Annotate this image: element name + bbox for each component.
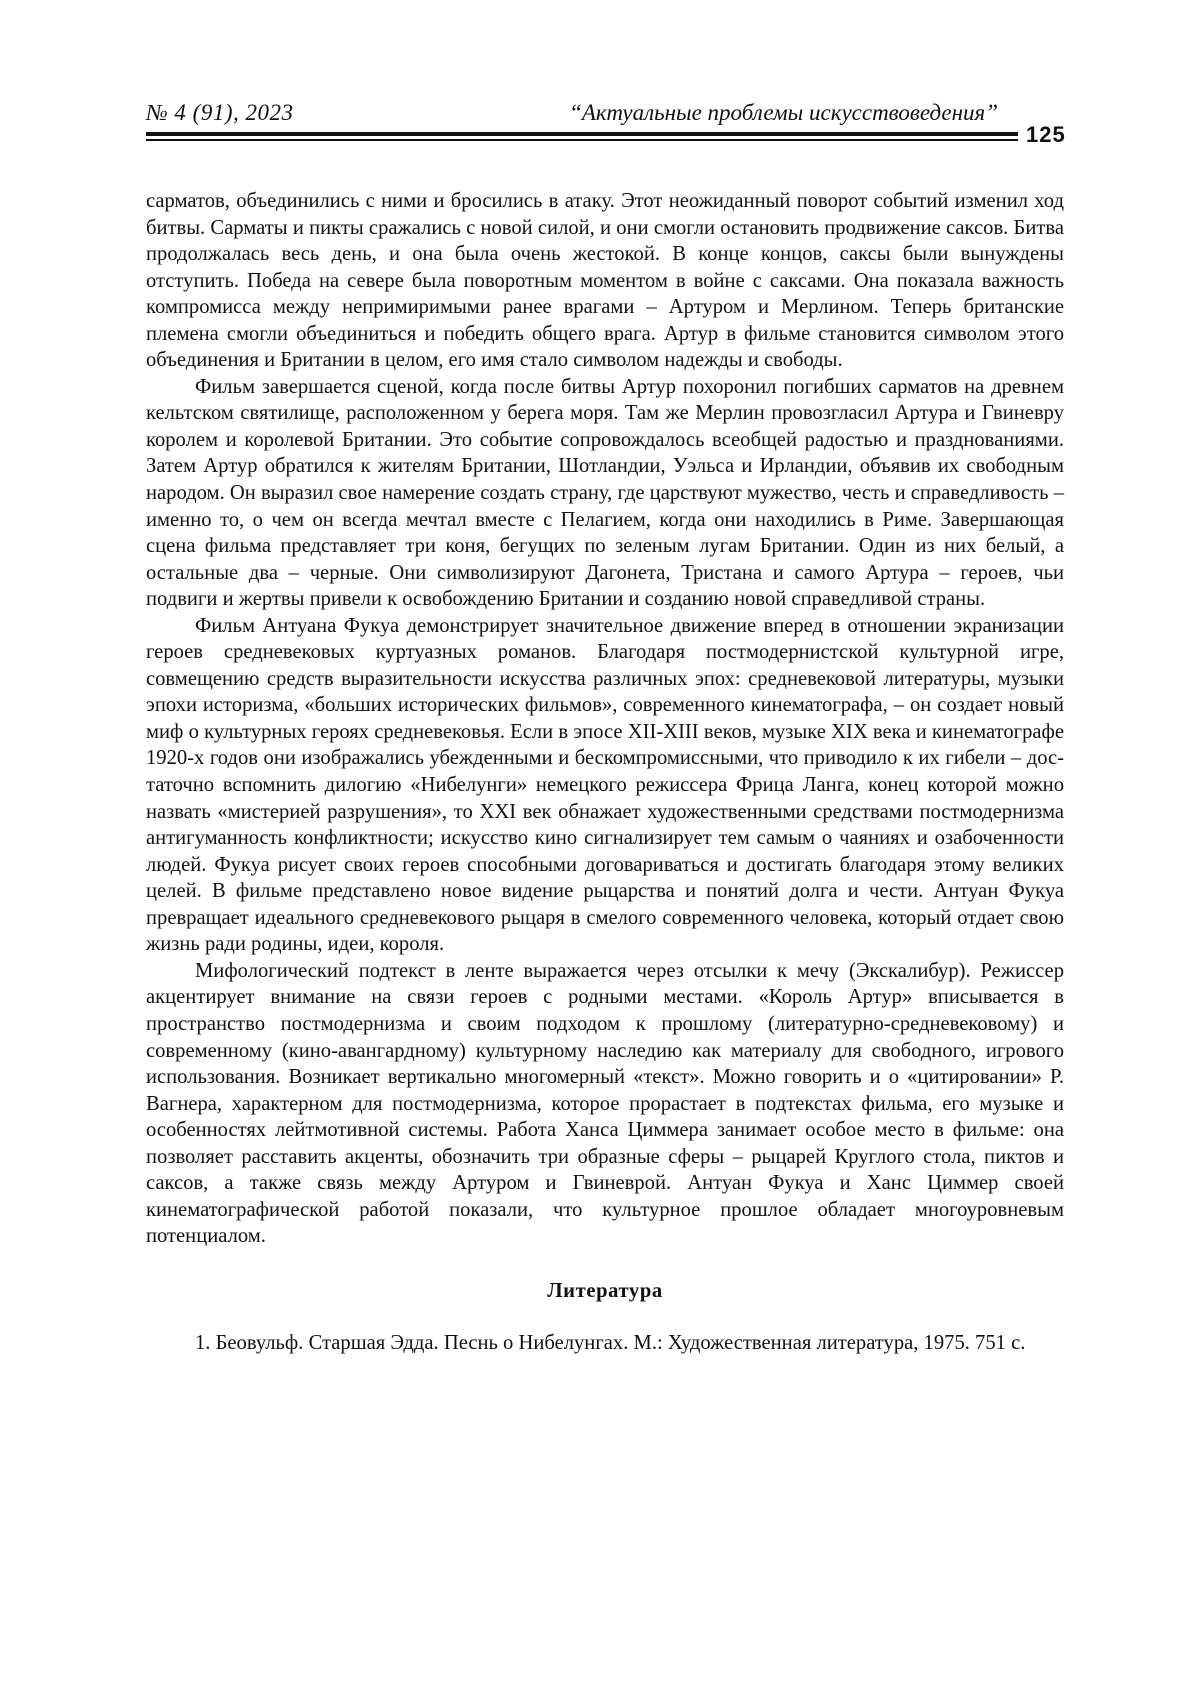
journal-page xyxy=(0,0,1200,1698)
issue-number: № 4 (91), 2023 xyxy=(146,100,294,126)
header-rule-thick xyxy=(146,132,1018,136)
reference-item: 1. Беовульф. Старшая Эдда. Песнь о Нибелунгах. М.: Художественная литерату­ра, 1975. 751 с. xyxy=(146,1330,1064,1357)
paragraph: Мифологический подтекст в ленте выражается через отсылки к мечу (Экскали­бур). Режиссер акцентирует внимание на связи героев с родными местами. «Король Артур» вписывается в пространство постмодернизма и своим подходом к прошлому (ли­тературно-средневековому) и современному (кино-авангардному) культурному наследию как материалу для свободного, игрового использования. Возникает вертикально много­мерный «текст». Можно говорить и о «цитировании» Р. Вагнера, характерном для по­стмодернизма, которое прорастает в подтекстах фильма, его музыке и особенностях лейтмотивной системы. Работа Ханса Циммера занимает особое место в фильме: она позволяет расставить акценты, обозначить три образные сферы – рыцарей Круглого сто­ла, пиктов и саксов, а также связь между Артуром и Гвиневрой. Антуан Фукуа и Ханс Циммер своей кинематографической работой показали, что культурное прошлое обла­дает многоуровневым потенциалом. xyxy=(146,958,1064,1250)
header-rule-thin xyxy=(146,139,1018,141)
article-body xyxy=(146,188,1064,1357)
page-number: 125 xyxy=(1026,122,1066,148)
references-heading: Литература xyxy=(146,1278,1064,1305)
running-header xyxy=(146,98,1046,138)
paragraph: Фильм Антуана Фукуа демонстрирует значительное движение вперед в отношении экранизации героев средневековых куртуазных романов. Благодаря постмодернистской культурной игре, совмещению средств выразительности искусства различных эпох: сред­невековой литературы, музыки эпохи историзма, «больших исторических фильмов», со­временного кинематографа, – он создает новый миф о культурных героях средневеко­вья. Если в эпосе XII-XIII веков, музыке XIX века и кинематографе 1920-х годов они изображались убежденными и бескомпромиссными, что приводило к их гибели – дос­таточно вспомнить дилогию «Нибелунги» немецкого режиссера Фрица Ланга, конец ко­торой можно назвать «мистерией разрушения», то XXI век обнажает художественными средствами постмодернизма антигуманность конфликтности; искусство кино сигнализи­рует тем самым о чаяниях и озабоченности людей. Фукуа рисует своих героев спо­собными договариваться и достигать благодаря этому великих целей. В фильме пред­ставлено новое видение рыцарства и понятий долга и чести. Антуан Фукуа превраща­ет идеального средневекового рыцаря в смелого современного человека, который отдает свою жизнь ради родины, идеи, короля. xyxy=(146,613,1064,958)
paragraph: Фильм завершается сценой, когда после битвы Артур похоронил погибших сарма­тов на древнем кельтском святилище, расположенном у берега моря. Там же Мерлин провозгласил Артура и Гвиневру королем и королевой Британии. Это событие сопровож­далось всеобщей радостью и празднованиями. Затем Артур обратился к жителям Бри­тании, Шотландии, Уэльса и Ирландии, объявив их свободным народом. Он выразил свое намерение создать страну, где царствуют мужество, честь и справедливость – именно то, о чем он всегда мечтал вместе с Пелагием, когда они находились в Риме. Завершающая сцена фильма представляет три коня, бегущих по зеленым лугам Брита­нии. Один из них белый, а остальные два – черные. Они символизируют Дагонета, Три­стана и самого Артура – героев, чьи подвиги и жертвы привели к освобождению Бри­тании и созданию новой справедливой страны. xyxy=(146,374,1064,613)
journal-title: “Актуальные проблемы искусствоведения” xyxy=(569,100,998,126)
paragraph-continued: сарматов, объединились с ними и бросились в атаку. Этот неожиданный поворот событий изменил ход битвы. Сарматы и пикты сражались с новой силой, и они смогли остановить продвижение саксов. Битва продолжалась весь день, и она была очень жестокой. В конце концов, саксы были вынуждены отступить. Победа на севере была поворотным моментом в войне с саксами. Она показала важность компромисса между непримиримыми ранее врагами – Артуром и Мерлином. Теперь британские племена смогли объединиться и победить общего врага. Артур в фильме становится символом этого объединения и Британии в целом, его имя стало символом надежды и свободы. xyxy=(146,188,1064,374)
